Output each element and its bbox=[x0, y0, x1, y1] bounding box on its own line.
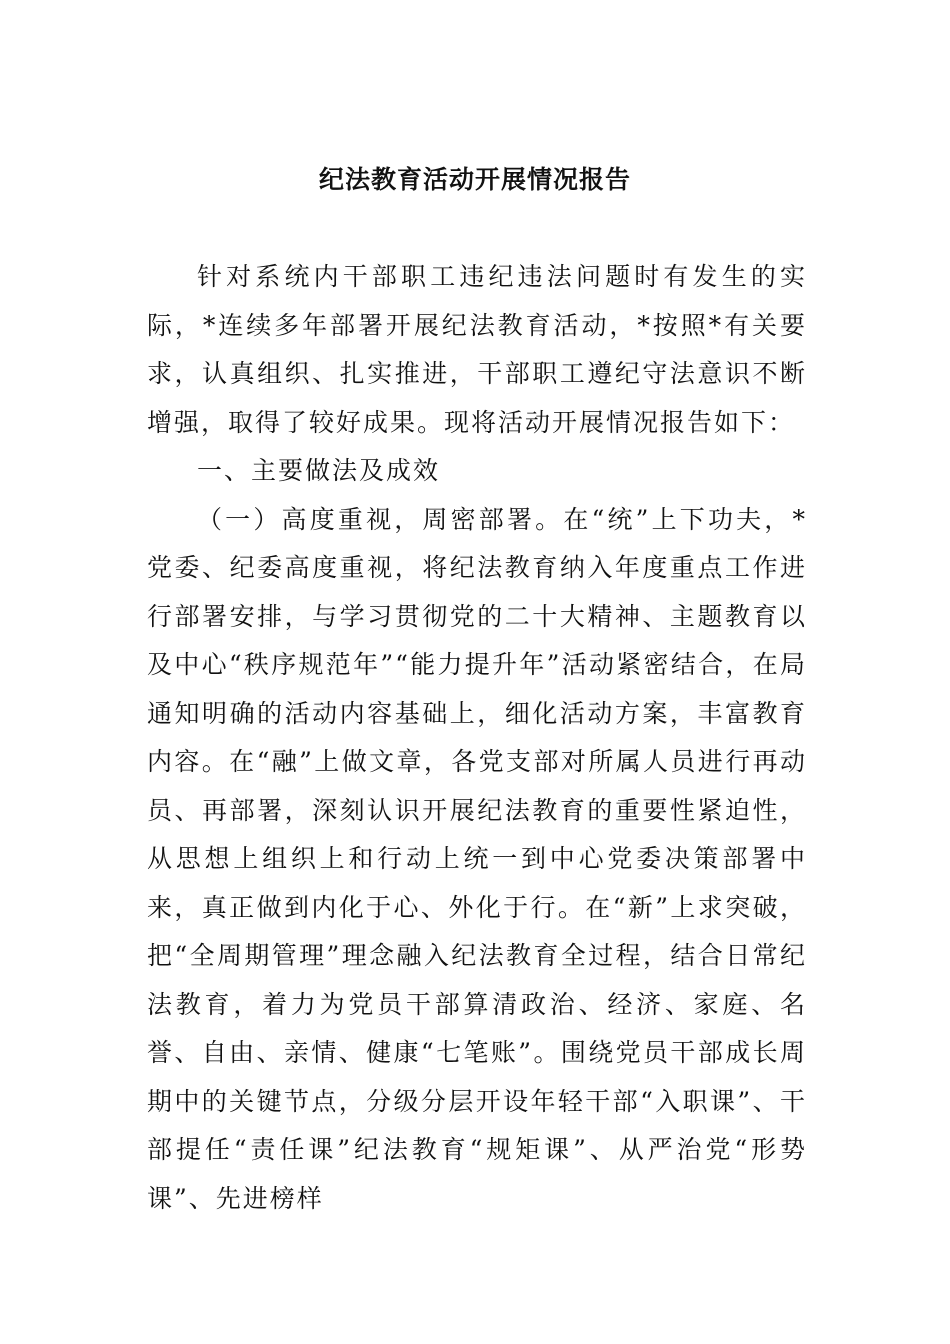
document-body bbox=[147, 253, 807, 1223]
document-title: 纪法教育活动开展情况报告 bbox=[318, 165, 631, 194]
subsection-paragraph: （一）高度重视，周密部署。在“统”上下功夫，*党委、纪委高度重视，将纪法教育纳入年度重点工作进行部署安排，与学习贯彻党的二十大精神、主题教育以及中心“秩序规范年”“能力提升年”活动紧密结合，在局通知明确的活动内容基础上，细化活动方案，丰富教育内容。在“融”上做文章，各党支部对所属人员进行再动员、再部署，深刻认识开展纪法教育的重要性紧迫性，从思想上组织上和行动上统一到中心党委决策部署中来，真正做到内化于心、外化于行。在“新”上求突破，把“全周期管理”理念融入纪法教育全过程，结合日常纪法教育，着力为党员干部算清政治、经济、家庭、名誉、自由、亲情、健康“七笔账”。围绕党员干部成长周期中的关键节点，分级分层开设年轻干部“入职课”、干部提任“责任课”纪法教育“规矩课”、从严治党“形势课”、先进榜样 bbox=[147, 504, 807, 1213]
section-heading: 一、主要做法及成效 bbox=[197, 456, 441, 485]
intro-paragraph: 针对系统内干部职工违纪违法问题时有发生的实际，*连续多年部署开展纪法教育活动，*按照*有关要求，认真组织、扎实推进，干部职工遵纪守法意识不断增强，取得了较好成果。现将活动开展情况报告如下： bbox=[147, 262, 807, 437]
